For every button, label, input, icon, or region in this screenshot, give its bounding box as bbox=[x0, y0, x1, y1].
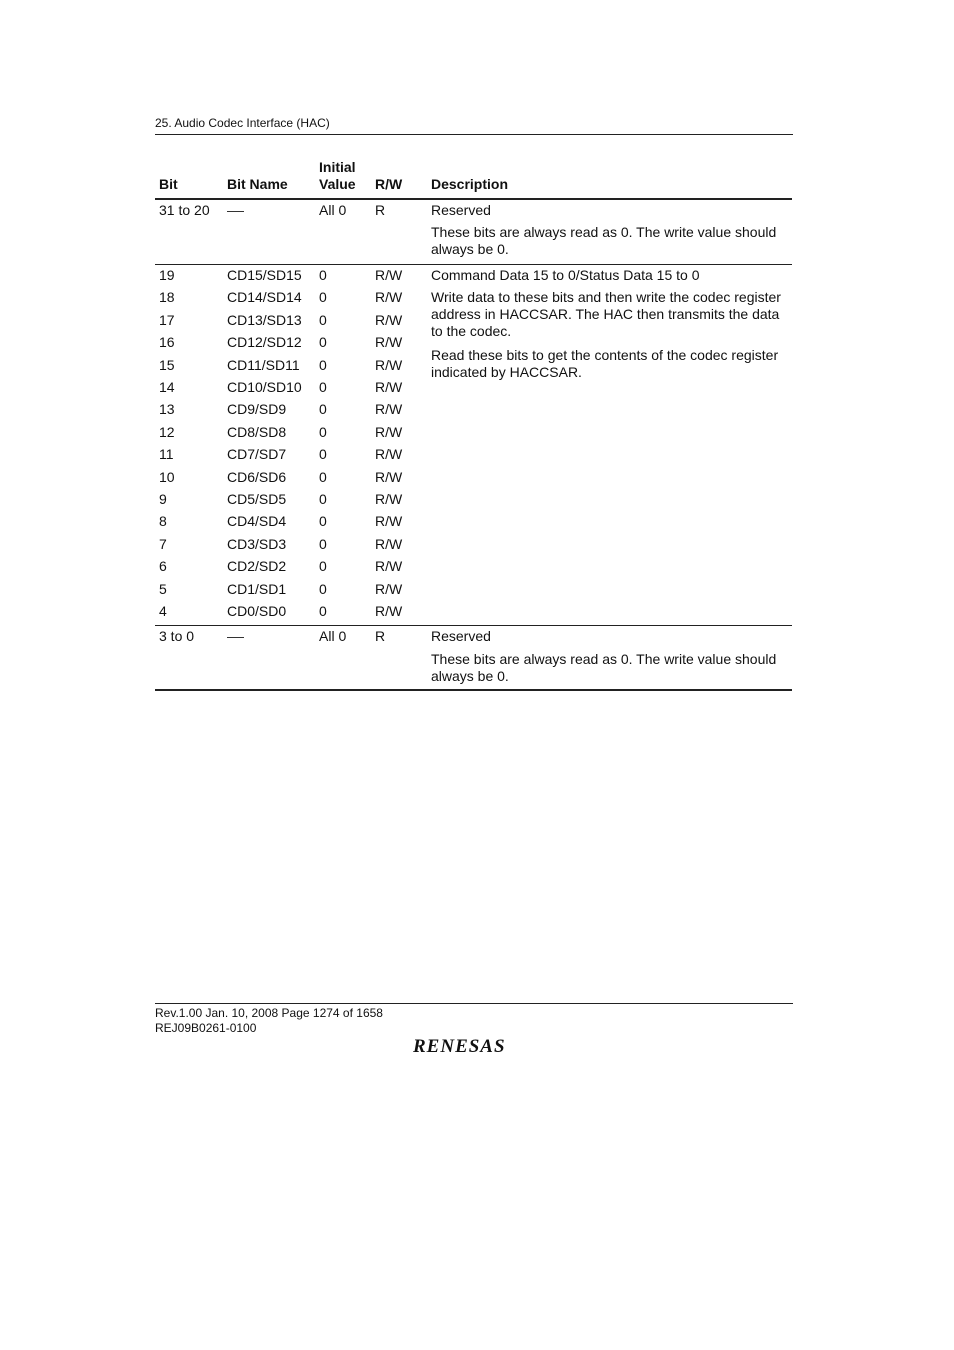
cell-initial: 0 bbox=[319, 469, 327, 485]
cell-rw: R/W bbox=[375, 357, 403, 373]
cell-bit-name: CD1/SD1 bbox=[227, 581, 287, 597]
footer-doc-number: REJ09B0261-0100 bbox=[155, 1021, 257, 1035]
cell-rw: R/W bbox=[375, 446, 403, 462]
cell-rw: R/W bbox=[375, 469, 403, 485]
cell-initial: 0 bbox=[319, 536, 327, 552]
row-divider bbox=[155, 264, 792, 265]
cell-rw: R/W bbox=[375, 334, 403, 350]
cell-bit-name: CD11/SD11 bbox=[227, 357, 300, 373]
cell-initial: 0 bbox=[319, 312, 327, 328]
cell-bit: 16 bbox=[159, 334, 175, 350]
cell-rw: R/W bbox=[375, 289, 403, 305]
cell-rw: R/W bbox=[375, 513, 403, 529]
cell-initial: 0 bbox=[319, 558, 327, 574]
cell-desc-title: Command Data 15 to 0/Status Data 15 to 0 bbox=[431, 267, 700, 283]
cell-initial: All 0 bbox=[319, 202, 347, 218]
cell-bit: 9 bbox=[159, 491, 167, 507]
cell-initial: 0 bbox=[319, 289, 327, 305]
cell-rw: R/W bbox=[375, 401, 403, 417]
header-description: Description bbox=[431, 176, 509, 192]
header-rule bbox=[155, 198, 792, 200]
header-initial-value: Initial Value bbox=[319, 159, 356, 192]
cell-rw: R/W bbox=[375, 558, 403, 574]
cell-bit-name: CD2/SD2 bbox=[227, 558, 287, 574]
cell-rw: R/W bbox=[375, 581, 403, 597]
cell-bit: 15 bbox=[159, 357, 175, 373]
cell-bit: 5 bbox=[159, 581, 167, 597]
cell-bit: 19 bbox=[159, 267, 175, 283]
cell-rw: R/W bbox=[375, 379, 403, 395]
header-bit-name: Bit Name bbox=[227, 176, 288, 192]
footer-revision: Rev.1.00 Jan. 10, 2008 Page 1274 of 1658 bbox=[155, 1006, 383, 1020]
cell-initial: 0 bbox=[319, 379, 327, 395]
cell-bit: 18 bbox=[159, 289, 175, 305]
cell-bit-name: CD3/SD3 bbox=[227, 536, 287, 552]
cell-desc-p2: Read these bits to get the contents of the codec register indicated by HACCSAR. bbox=[431, 347, 779, 380]
cell-bit: 17 bbox=[159, 312, 175, 328]
cell-bit-name: CD4/SD4 bbox=[227, 513, 287, 529]
table-bottom-rule bbox=[155, 689, 792, 691]
cell-bit-name: CD10/SD10 bbox=[227, 379, 302, 395]
cell-bit: 11 bbox=[159, 446, 174, 462]
cell-initial: All 0 bbox=[319, 628, 347, 644]
cell-bit-name: CD6/SD6 bbox=[227, 469, 287, 485]
cell-desc-title: Reserved bbox=[431, 628, 491, 644]
cell-bit: 31 to 20 bbox=[159, 202, 210, 218]
cell-initial: 0 bbox=[319, 401, 327, 417]
cell-rw: R/W bbox=[375, 536, 403, 552]
header-bit: Bit bbox=[159, 176, 178, 192]
cell-rw: R bbox=[375, 202, 386, 218]
cell-bit: 4 bbox=[159, 603, 167, 619]
cell-initial: 0 bbox=[319, 491, 327, 507]
cell-rw: R/W bbox=[375, 312, 403, 328]
cell-bit: 3 to 0 bbox=[159, 628, 195, 644]
cell-bit: 13 bbox=[159, 401, 175, 417]
cell-bit: 12 bbox=[159, 424, 175, 440]
cell-bit-name: CD15/SD15 bbox=[227, 267, 302, 283]
row-divider bbox=[155, 625, 792, 626]
cell-bit: 10 bbox=[159, 469, 175, 485]
cell-bit: 14 bbox=[159, 379, 175, 395]
dash-mark bbox=[227, 211, 244, 212]
svg-text:RENESAS: RENESAS bbox=[413, 1036, 506, 1056]
cell-bit-name: CD7/SD7 bbox=[227, 446, 287, 462]
page-footer bbox=[155, 1003, 793, 1036]
cell-initial: 0 bbox=[319, 267, 327, 283]
cell-rw: R/W bbox=[375, 424, 403, 440]
cell-bit: 8 bbox=[159, 513, 167, 529]
cell-bit-name: CD9/SD9 bbox=[227, 401, 287, 417]
cell-rw: R bbox=[375, 628, 386, 644]
cell-bit-name: CD12/SD12 bbox=[227, 334, 302, 350]
cell-initial: 0 bbox=[319, 446, 327, 462]
cell-initial: 0 bbox=[319, 603, 327, 619]
cell-desc-p1: Write data to these bits and then write the codec register address in HACCSAR. The HAC then transmits the data to the codec. bbox=[431, 289, 781, 339]
cell-initial: 0 bbox=[319, 424, 327, 440]
cell-rw: R/W bbox=[375, 491, 403, 507]
cell-bit-name: CD0/SD0 bbox=[227, 603, 287, 619]
cell-rw: R/W bbox=[375, 267, 403, 283]
cell-bit: 7 bbox=[159, 536, 167, 552]
cell-bit-name: CD8/SD8 bbox=[227, 424, 287, 440]
cell-bit: 6 bbox=[159, 558, 167, 574]
header-rw: R/W bbox=[375, 176, 403, 192]
cell-initial: 0 bbox=[319, 357, 327, 373]
cell-desc-text: These bits are always read as 0. The write value should always be 0. bbox=[431, 224, 777, 257]
cell-rw: R/W bbox=[375, 603, 403, 619]
cell-bit-name: CD5/SD5 bbox=[227, 491, 287, 507]
section-title: 25. Audio Codec Interface (HAC) bbox=[155, 116, 330, 130]
cell-bit-name: CD13/SD13 bbox=[227, 312, 302, 328]
renesas-logo bbox=[413, 1036, 533, 1061]
cell-initial: 0 bbox=[319, 513, 327, 529]
cell-initial: 0 bbox=[319, 334, 327, 350]
page-header bbox=[155, 116, 793, 135]
cell-initial: 0 bbox=[319, 581, 327, 597]
cell-bit-name: CD14/SD14 bbox=[227, 289, 302, 305]
dash-mark bbox=[227, 637, 244, 638]
cell-desc-title: Reserved bbox=[431, 202, 491, 218]
cell-desc-text: These bits are always read as 0. The write value should always be 0. bbox=[431, 651, 777, 684]
